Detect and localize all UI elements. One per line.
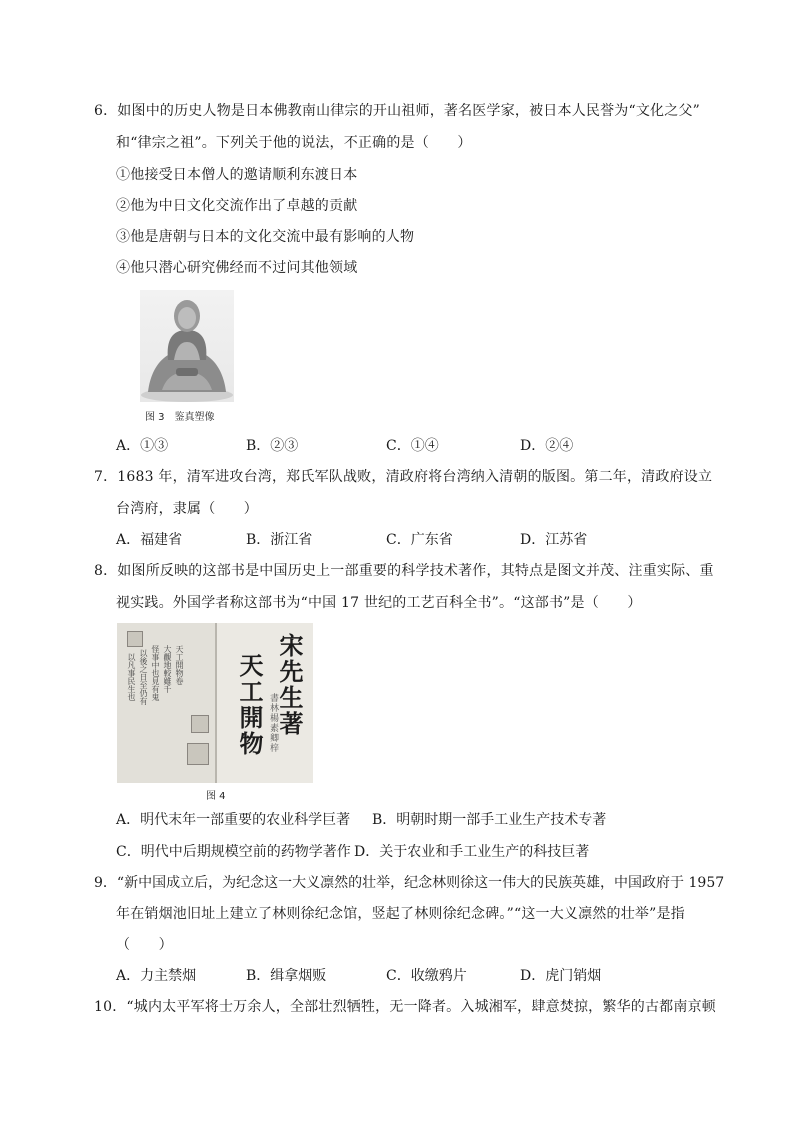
q7-option-b[interactable]: B．浙江省	[246, 532, 313, 548]
q8-option-a[interactable]: A．明代末年一部重要的农业科学巨著	[116, 812, 351, 828]
q8-figure-caption: 图 4	[206, 791, 226, 802]
q6-option-d[interactable]: D．②④	[520, 438, 574, 454]
q6-statement-3: ③他是唐朝与日本的文化交流中最有影响的人物	[116, 229, 415, 245]
jianzhen-statue-image	[140, 290, 234, 402]
q9-stem-line-2: 年在销烟池旧址上建立了林则徐纪念馆，竖起了林则徐纪念碑。”“这一大义凛然的壮举”是指	[116, 906, 685, 922]
seal-stamp-middle	[191, 715, 209, 733]
q6-option-b[interactable]: B．②③	[246, 438, 299, 454]
q6-stem-line-2: 和“律宗之祖”。下列关于他的说法，不正确的是（ ）	[116, 135, 472, 151]
book-title-name: 天工開物	[235, 653, 264, 757]
q7-option-d[interactable]: D．江苏省	[520, 532, 588, 548]
q8-stem-line-1: 8．如图所反映的这部书是中国历史上一部重要的科学技术著作，其特点是图文并茂、注重实际、重	[94, 563, 714, 579]
q8-option-b[interactable]: B．明朝时期一部手工业生产技术专著	[372, 812, 607, 828]
q6-figure-caption: 图 3 鉴真塑像	[145, 412, 215, 423]
q6-stem-line-1: 6．如图中的历史人物是日本佛教南山律宗的开山祖师，著名医学家，被日本人民誉为“文化之父”	[94, 103, 701, 119]
q6-statement-2: ②他为中日文化交流作出了卓越的贡献	[116, 198, 358, 214]
q9-stem-line-1: 9．“新中国成立后，为纪念这一大义凛然的壮举，纪念林则徐这一伟大的民族英雄，中国政府于 1957	[94, 875, 725, 891]
q10-stem-line-1: 10．“城内太平军将士万余人，全部壮烈牺牲，无一降者。入城湘军，肆意焚掠，繁华的古都南京顿	[94, 999, 716, 1015]
q7-stem-line-1: 7．1683 年，清军进攻台湾，郑氏军队战败，清政府将台湾纳入清朝的版图。第二年，清政府设立	[94, 469, 713, 485]
q7-option-a[interactable]: A．福建省	[116, 532, 183, 548]
book-text-column-2: 大觀地較雖千	[163, 645, 172, 693]
tiangong-kaiwu-image	[117, 623, 313, 783]
q8-option-c[interactable]: C．明代中后期规模空前的药物学著作	[116, 844, 351, 860]
book-text-column-3: 怪事中也見有鬼	[151, 645, 160, 701]
q9-option-c[interactable]: C．收缴鸦片	[386, 968, 467, 984]
book-text-column-4: 以後之日至仍有	[139, 649, 148, 705]
statue-illustration	[140, 290, 234, 402]
book-text-column-1: 天工開物卷	[175, 645, 184, 685]
q6-statement-4: ④他只潜心研究佛经而不过问其他领域	[116, 260, 358, 276]
q7-stem-line-2: 台湾府，隶属（ ）	[116, 501, 258, 517]
q8-stem-line-2: 视实践。外国学者称这部书为“中国 17 世纪的工艺百科全书”。“这部书”是（ ）	[116, 595, 642, 611]
seal-stamp-top	[127, 631, 143, 647]
q7-option-c[interactable]: C．广东省	[386, 532, 453, 548]
book-text-column-5: 以凡事民生也	[127, 653, 136, 701]
q9-option-b[interactable]: B．缉拿烟贩	[246, 968, 327, 984]
q9-option-d[interactable]: D．虎门销烟	[520, 968, 602, 984]
book-publisher-column: 書林楊素卿梓	[268, 693, 278, 753]
q6-statement-1: ①他接受日本僧人的邀请顺利东渡日本	[116, 167, 358, 183]
book-title-author: 宋先生著	[275, 633, 304, 737]
q6-option-a[interactable]: A．①③	[116, 438, 169, 454]
q9-option-a[interactable]: A．力主禁烟	[116, 968, 197, 984]
q6-option-c[interactable]: C．①④	[386, 438, 439, 454]
q8-option-d[interactable]: D．关于农业和手工业生产的科技巨著	[354, 844, 590, 860]
q9-stem-line-3: （ ）	[116, 937, 173, 953]
seal-stamp-lower	[187, 743, 209, 765]
